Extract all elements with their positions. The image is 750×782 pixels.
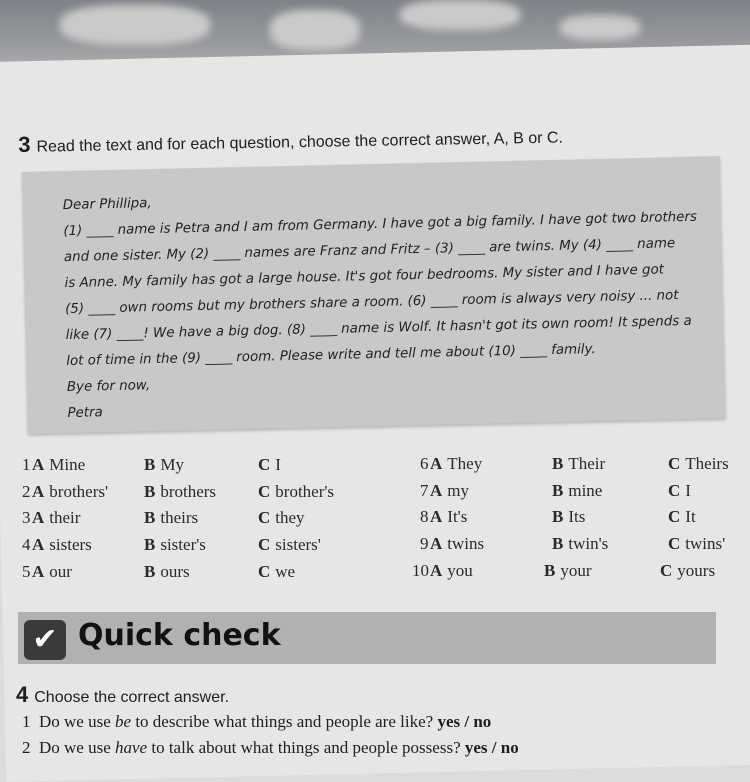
option-b[interactable]: [552, 534, 608, 554]
option-a[interactable]: [430, 534, 484, 554]
option-text: our: [49, 561, 72, 581]
option-text: They: [447, 454, 483, 473]
option-letter: A: [32, 481, 45, 501]
option-number: 2: [22, 481, 31, 501]
option-text: sisters': [275, 535, 321, 555]
question-emphasis: have: [115, 738, 148, 757]
option-letter: C: [660, 560, 673, 580]
option-letter: B: [544, 560, 556, 580]
option-text: brothers': [49, 481, 109, 501]
option-text: ours: [160, 561, 190, 581]
option-a[interactable]: [32, 562, 72, 582]
option-letter: B: [144, 561, 156, 581]
option-letter: B: [144, 508, 156, 528]
option-number: 6: [420, 454, 429, 473]
option-letter: C: [668, 480, 681, 500]
option-letter: A: [430, 534, 443, 554]
option-letter: C: [668, 507, 681, 527]
letter-line: lot of time in the (9) ____ room. Please write and tell me about (10) ____ family.: [66, 342, 596, 370]
option-text: sister's: [160, 535, 206, 555]
option-letter: B: [552, 454, 564, 473]
question-number: 1: [22, 712, 31, 731]
option-letter: B: [552, 534, 564, 554]
question-emphasis: be: [115, 712, 132, 731]
option-b[interactable]: [144, 508, 198, 528]
letter-line: is Anne. My family has got a large house. It's got four bedrooms. My sister and I have got: [64, 262, 665, 292]
letter-line: (5) ____ own rooms but my brothers share a room. (6) ____ room is always very noisy ... not: [64, 288, 679, 318]
option-text: It: [685, 507, 696, 527]
option-a[interactable]: [430, 481, 469, 501]
option-b[interactable]: [144, 482, 216, 502]
option-b[interactable]: [552, 454, 605, 474]
option-text: It's: [447, 507, 468, 527]
option-text: brothers: [160, 481, 217, 501]
option-text: mine: [568, 480, 603, 500]
option-letter: A: [430, 454, 443, 473]
answer-choice[interactable]: yes / no: [464, 738, 519, 757]
option-text: twins: [447, 534, 485, 554]
option-text: brother's: [275, 481, 335, 501]
question-text: Do we use: [39, 738, 116, 757]
option-a[interactable]: [430, 454, 482, 474]
option-text: twins': [685, 534, 726, 554]
letter-line: Dear Phillipa,: [62, 196, 152, 214]
option-letter: C: [258, 508, 271, 528]
option-text: Theirs: [685, 454, 729, 473]
quick-check-title: Quick check: [78, 618, 281, 653]
option-text: my: [447, 480, 470, 500]
option-text: yours: [677, 560, 716, 580]
option-letter: A: [430, 507, 443, 527]
option-b[interactable]: [552, 507, 585, 527]
option-number: 1: [22, 455, 31, 474]
option-number: 7: [420, 480, 429, 500]
option-letter: C: [258, 481, 271, 501]
option-c[interactable]: [668, 534, 725, 554]
question-text: Do we use: [39, 712, 116, 731]
option-letter: C: [258, 535, 271, 555]
exercise-number: 4: [16, 682, 29, 707]
option-letter: B: [144, 455, 156, 474]
option-b[interactable]: [544, 561, 592, 581]
option-b[interactable]: [144, 455, 184, 475]
option-text: theirs: [160, 508, 199, 528]
option-letter: B: [144, 535, 156, 555]
exercise-instruction: Read the text and for each question, choose the correct answer, A, B or C.: [36, 129, 564, 156]
option-text: I: [275, 455, 281, 474]
letter-box: [22, 156, 726, 434]
option-a[interactable]: [32, 508, 80, 528]
option-b[interactable]: [552, 481, 602, 501]
option-text: Their: [568, 454, 606, 473]
exercise-4-heading: [16, 682, 229, 708]
option-text: they: [275, 508, 305, 528]
answer-choice[interactable]: yes / no: [437, 712, 492, 731]
option-letter: A: [32, 561, 45, 581]
option-c[interactable]: [258, 455, 281, 475]
option-text: twin's: [568, 534, 609, 554]
option-letter: A: [430, 480, 443, 500]
option-letter: A: [32, 455, 45, 474]
option-number: 3: [22, 508, 31, 528]
option-number: 5: [22, 561, 31, 581]
option-c[interactable]: [258, 562, 295, 582]
option-text: your: [560, 560, 592, 580]
option-text: we: [275, 561, 296, 581]
letter-line: (1) ____ name is Petra and I am from Germany. I have got a big family. I have got two brothers: [63, 209, 698, 240]
option-c[interactable]: [258, 508, 305, 528]
question-1: [22, 712, 491, 732]
option-letter: C: [668, 534, 681, 554]
quick-check-banner: [18, 612, 716, 664]
option-b[interactable]: [144, 535, 206, 555]
option-number: 8: [420, 507, 429, 527]
question-number: 2: [22, 738, 31, 757]
option-b[interactable]: [144, 562, 190, 582]
option-c[interactable]: [660, 561, 715, 581]
letter-line: like (7) ____! We have a big dog. (8) ____ name is Wolf. It hasn't got its own room! It spends a: [65, 313, 692, 344]
option-c[interactable]: [668, 507, 696, 527]
option-letter: B: [552, 480, 564, 500]
option-text: I: [685, 480, 691, 500]
option-letter: C: [258, 455, 271, 474]
option-number: 10: [412, 560, 429, 580]
question-2: [22, 738, 519, 758]
option-c[interactable]: [668, 454, 729, 474]
option-a[interactable]: [430, 561, 473, 581]
letter-line: Petra: [67, 405, 103, 422]
letter-line: Bye for now,: [66, 378, 151, 396]
option-text: you: [447, 560, 473, 580]
check-icon: ✔: [24, 620, 66, 660]
option-letter: B: [144, 481, 156, 501]
option-text: Mine: [49, 455, 86, 474]
option-a[interactable]: [430, 507, 467, 527]
option-letter: B: [552, 507, 564, 527]
option-text: sisters: [49, 535, 92, 555]
option-text: My: [160, 455, 184, 474]
question-text: to talk about what things and people possess?: [147, 738, 465, 757]
option-number: 9: [420, 534, 429, 554]
option-letter: A: [430, 560, 443, 580]
option-a[interactable]: [32, 535, 92, 555]
exercise-instruction: Choose the correct answer.: [34, 689, 230, 706]
letter-line: and one sister. My (2) ____ names are Franz and Fritz – (3) ____ are twins. My (4) ____ name: [63, 236, 676, 266]
option-letter: C: [668, 454, 681, 473]
question-text: to describe what things and people are like?: [131, 712, 438, 731]
exercise-number: 3: [18, 131, 31, 157]
option-c[interactable]: [258, 535, 321, 555]
option-a[interactable]: [32, 482, 108, 502]
option-a[interactable]: [32, 455, 85, 475]
option-letter: C: [258, 561, 271, 581]
option-c[interactable]: [258, 482, 334, 502]
option-letter: A: [32, 535, 45, 555]
option-letter: A: [32, 508, 45, 528]
option-text: Its: [568, 507, 586, 527]
option-number: 4: [22, 535, 31, 555]
option-c[interactable]: [668, 481, 691, 501]
option-text: their: [49, 508, 81, 528]
